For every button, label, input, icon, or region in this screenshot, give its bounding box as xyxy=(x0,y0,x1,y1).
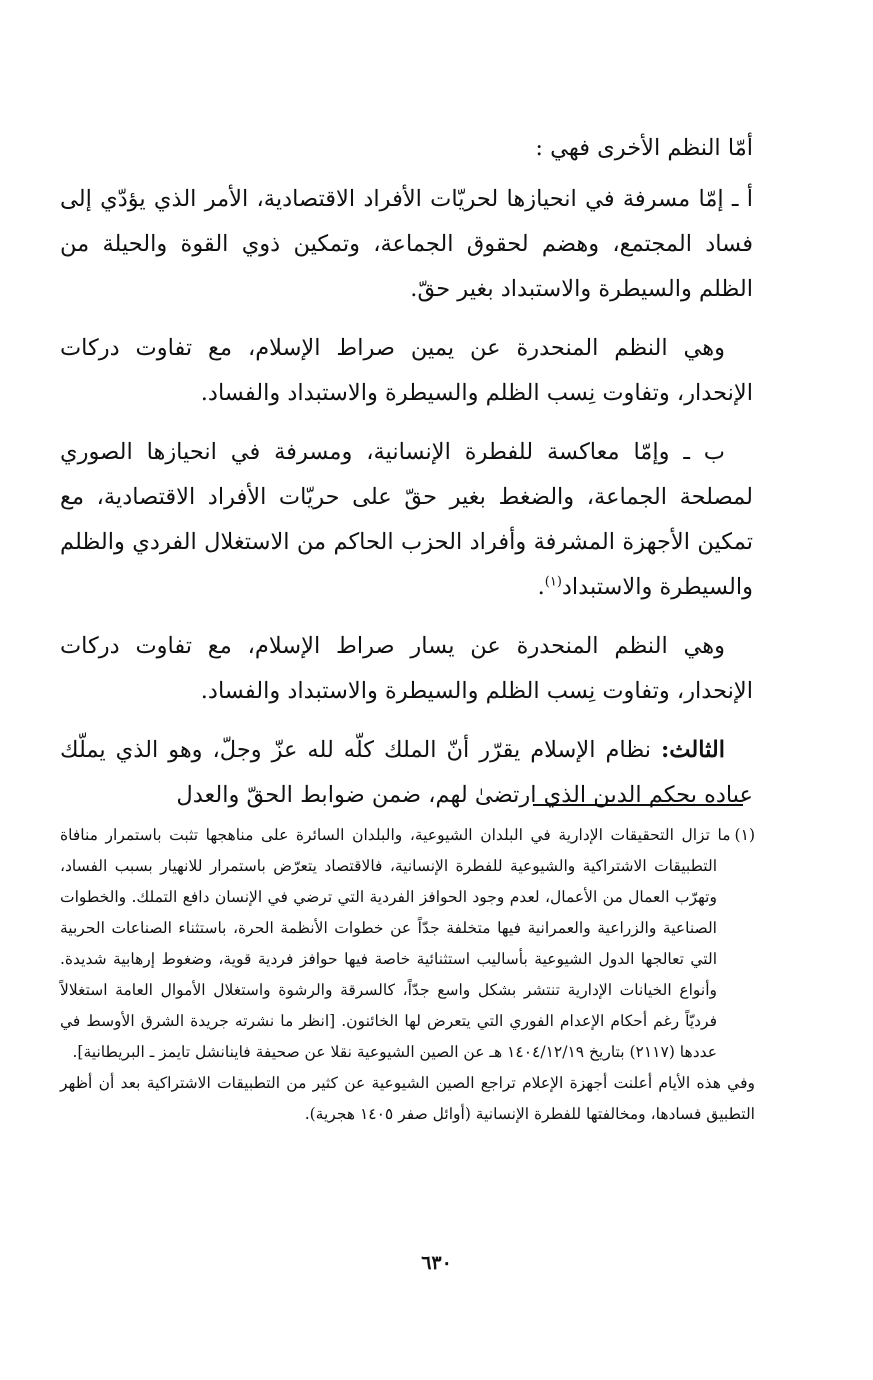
third-text: نظام الإسلام يقرّر أنّ الملك كلّه لله عزّ وجلّ، وهو الذي يملّك عباده بحكم الدين الذي ارتضىٰ لهم، ضمن ضوابط الحقّ والعدل xyxy=(60,737,753,808)
footnote-1-addendum: وفي هذه الأيام أعلنت أجهزة الإعلام تراجع الصين الشيوعية عن كثير من التطبيقات الاشتراكية بعد أن أظهر التطبيق فسادها، ومخالفتها للفطرة الإنسانية (أوائل صفر ١٤٠٥ هجرية). xyxy=(60,1074,755,1123)
page-number: ٦٣٠ xyxy=(421,1252,452,1274)
paragraph-b-note: وهي النظم المنحدرة عن يسار صراط الإسلام، مع تفاوت دركات الإنحدار، وتفاوت نِسب الظلم والسيطرة والاستبداد والفساد. xyxy=(60,633,753,704)
footnote-number: (١) xyxy=(734,826,755,844)
intro-line: أمّا النظم الأخرى فهي : xyxy=(535,135,753,161)
paragraph-b xyxy=(60,430,753,610)
paragraph-b-text: ب ـ وإمّا معاكسة للفطرة الإنسانية، ومسرفة في انحيازها الصوري لمصلحة الجماعة، والضغط بغير حقّ على حريّات الأفراد الاقتصادية، مع تمكين الأجهزة المشرفة وأفراد الحزب الحاكم من الاستغلال الفردي والظلم والسيطرة والاستبداد xyxy=(60,439,753,600)
paragraph-a: أ ـ إمّا مسرفة في انحيازها لحريّات الأفراد الاقتصادية، الأمر الذي يؤدّي إلى فساد المجتمع، وهضم لحقوق الجماعة، وتمكين ذوي القوة والحيلة من الظلم والسيطرة والاستبداد بغير حقّ. xyxy=(60,186,753,302)
footnote-1 xyxy=(60,820,755,1068)
footnotes xyxy=(60,820,755,1130)
footnote-1-text: ما تزال التحقيقات الإدارية في البلدان الشيوعية، والبلدان السائرة على مناهجها تثبت باستمرار منافاة التطبيقات الاشتراكية والشيوعية للفطرة الإنسانية، فالاقتصاد يتعرّض باستمرار للانهيار بسبب الفساد، وتهرّب العمال من الأعمال، لعدم وجود الحوافز الفردية التي ترضي في الإنسان دافع التملك. والخطوات الصناعية والزراعية والعمرانية فيها متخلفة جدّاً عن خطوات الأنظمة الحرة، باستثناء الصناعات الحربية التي تعالجها الدول الشيوعية بأساليب استثنائية خاصة فيها حوافز فردية قوية، وضغوط إرهابية شديدة. وأنواع الخيانات الإدارية تنتشر بشكل واسع جدّاً، كالسرقة والرشوة واستغلال الأموال العامة استغلالاً فرديّاً رغم أحكام الإعدام الفوري التي يتعرض لها الخائنون. [انظر ما نشرته جريدة الشرق الأوسط في عددها (٢١١٧) بتاريخ ١٤٠٤/١٢/١٩ هـ عن الصين الشيوعية نقلا عن صحيفة فاينانشل تايمز ـ البريطانية]. xyxy=(60,826,731,1061)
paragraph-b-end: . xyxy=(537,574,545,600)
main-text xyxy=(60,126,753,824)
footnote-divider xyxy=(533,804,743,806)
paragraph-a-note: وهي النظم المنحدرة عن يمين صراط الإسلام، مع تفاوت دركات الإنحدار، وتفاوت نِسب الظلم والسيطرة والاستبداد والفساد. xyxy=(60,335,753,406)
third-label: الثالث: xyxy=(660,737,725,763)
footnote-ref[interactable]: (١) xyxy=(544,574,562,590)
